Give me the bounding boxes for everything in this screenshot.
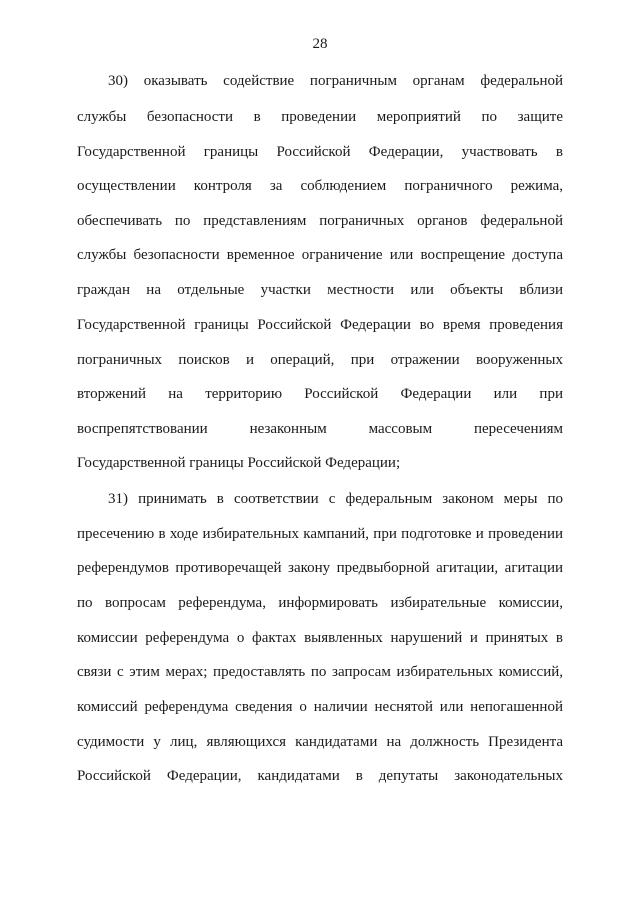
paragraph-30-line: воспрепятствовании незаконным массовым пересечениям — [77, 421, 563, 437]
paragraph-30-line: осуществлении контроля за соблюдением пограничного режима, — [77, 178, 563, 194]
paragraph-30-line: Государственной границы Российской Федерации во время проведения — [77, 317, 563, 333]
paragraph-30-line: службы безопасности временное ограничение или воспрещение доступа — [77, 247, 563, 263]
paragraph-30-line: граждан на отдельные участки местности или объекты вблизи — [77, 282, 563, 298]
paragraph-31-line: судимости у лиц, являющихся кандидатами на должность Президента — [77, 734, 563, 750]
paragraph-30-line: 30) оказывать содействие пограничным органам федеральной — [108, 73, 563, 89]
paragraph-30-line: пограничных поисков и операций, при отражении вооруженных — [77, 352, 563, 368]
paragraph-31-line: референдумов противоречащей закону предвыборной агитации, агитации — [77, 560, 563, 576]
paragraph-31-line: Российской Федерации, кандидатами в депутаты законодательных — [77, 768, 563, 784]
page-number: 28 — [312, 36, 328, 52]
paragraph-30-line: Государственной границы Российской Федерации; — [77, 455, 401, 471]
paragraph-30-line: вторжений на территорию Российской Федерации или при — [77, 386, 563, 402]
paragraph-30-line: обеспечивать по представлениям пограничных органов федеральной — [77, 213, 563, 229]
paragraph-31-line: комиссии референдума о фактах выявленных нарушений и принятых в — [77, 630, 563, 646]
paragraph-31-line: пресечению в ходе избирательных кампаний, при подготовке и проведении — [77, 526, 563, 542]
paragraph-31-line: связи с этим мерах; предоставлять по запросам избирательных комиссий, — [77, 664, 563, 680]
paragraph-31-line: 31) принимать в соответствии с федеральным законом меры по — [108, 491, 563, 507]
paragraph-30-line: службы безопасности в проведении мероприятий по защите — [77, 109, 563, 125]
paragraph-31-line: по вопросам референдума, информировать избирательные комиссии, — [77, 595, 563, 611]
paragraph-31-line: комиссий референдума сведения о наличии неснятой или непогашенной — [77, 699, 563, 715]
paragraph-30-line: Государственной границы Российской Федерации, участвовать в — [77, 144, 563, 160]
